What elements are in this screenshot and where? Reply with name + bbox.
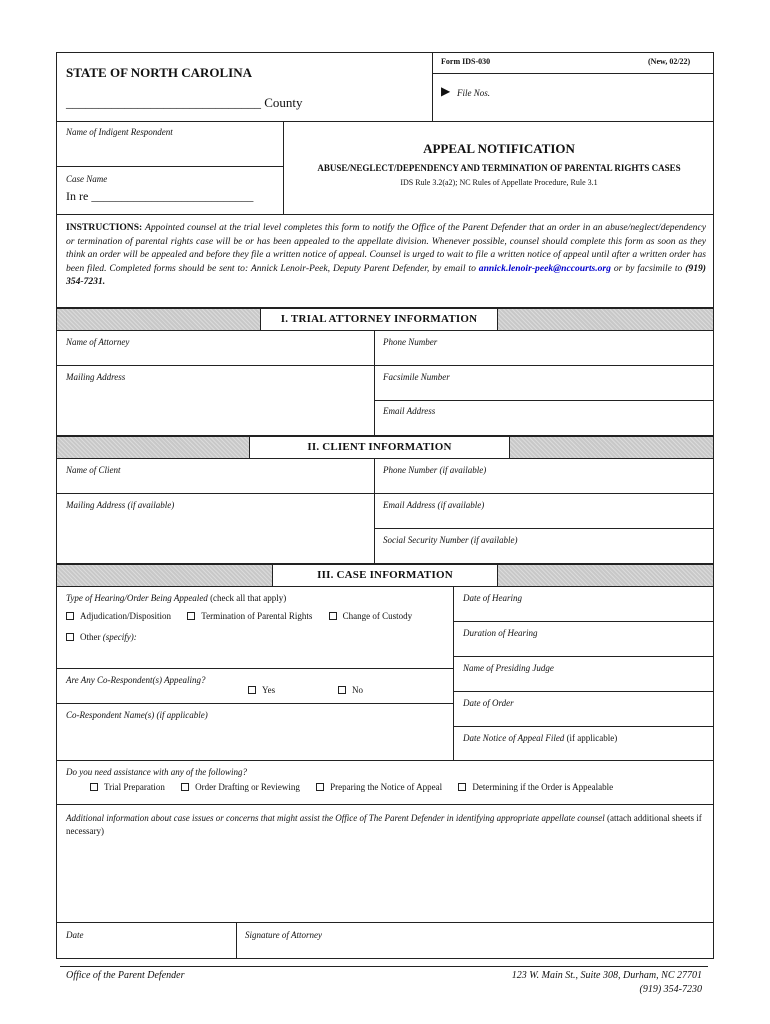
section2-vdiv (374, 458, 375, 564)
section1-hdiv1 (56, 365, 714, 366)
client-phone-label: Phone Number (if available) (383, 465, 487, 475)
section2-hdiv1 (56, 493, 714, 494)
attorney-mailing-label: Mailing Address (66, 372, 126, 382)
section3-title: III. CASE INFORMATION (272, 565, 498, 586)
notice-date-label: Date Notice of Appeal Filed (if applicable) (463, 733, 618, 743)
footer-rule (60, 966, 708, 967)
section3-ldiv2 (56, 703, 453, 704)
additional-info-label: Additional information about case issues or concerns that might assist the Office of The Parent Defender in identifying appropriate appellate counsel (attach additional sheets if necessary) (66, 813, 702, 836)
respondent-divider (56, 166, 283, 167)
fax-number: (919) 354-7231. (66, 262, 706, 288)
option-order-drafting[interactable]: Order Drafting or Reviewing (181, 782, 300, 792)
form-title: APPEAL NOTIFICATION (423, 141, 575, 156)
rule-reference: IDS Rule 3.2(a2); NC Rules of Appellate Procedure, Rule 3.1 (400, 178, 598, 187)
case-name-label: Case Name (66, 174, 108, 184)
form-revision: (New, 02/22) (648, 57, 691, 66)
order-date-label: Date of Order (463, 698, 514, 708)
instructions-heading: INSTRUCTIONS: (66, 222, 143, 233)
option-custody[interactable]: Change of Custody (329, 611, 413, 621)
footer-address: 123 W. Main St., Suite 308, Durham, NC 27701 (511, 970, 702, 981)
hearing-date-label: Date of Hearing (463, 593, 522, 603)
footer-office: Office of the Parent Defender (66, 970, 185, 981)
client-email-label: Email Address (if available) (383, 500, 485, 510)
form-number: Form IDS-030 (441, 57, 491, 66)
section1-hdiv2 (374, 400, 714, 401)
checkbox-icon[interactable] (66, 612, 74, 620)
checkbox-icon[interactable] (248, 686, 256, 694)
option-notice-of-appeal[interactable]: Preparing the Notice of Appeal (316, 782, 442, 792)
section3-rdiv1 (453, 621, 714, 622)
checkbox-icon[interactable] (316, 783, 324, 791)
footer-phone: (919) 354-7230 (639, 984, 702, 995)
section3-rdiv3 (453, 691, 714, 692)
client-mailing-label: Mailing Address (if available) (66, 500, 175, 510)
option-trial-prep[interactable]: Trial Preparation (90, 782, 165, 792)
checkbox-icon[interactable] (458, 783, 466, 791)
date-label: Date (66, 930, 84, 940)
checkbox-icon[interactable] (329, 612, 337, 620)
section2-title: II. CLIENT INFORMATION (249, 437, 510, 458)
section1-vdiv (374, 330, 375, 436)
judge-label: Name of Presiding Judge (463, 663, 554, 673)
section2-hdiv2 (374, 528, 714, 529)
option-no[interactable]: No (338, 685, 363, 695)
fax-text: or by facsimile to (610, 262, 686, 274)
checkbox-icon[interactable] (90, 783, 98, 791)
county-field[interactable]: ______________________________ County (66, 95, 303, 110)
assistance-question: Do you need assistance with any of the following? (66, 767, 247, 777)
state-title: STATE OF NORTH CAROLINA (66, 65, 253, 80)
checkbox-icon[interactable] (338, 686, 346, 694)
co-respondent-question: Are Any Co-Respondent(s) Appealing? (66, 675, 206, 685)
option-appealable[interactable]: Determining if the Order is Appealable (458, 782, 613, 792)
attorney-email-label: Email Address (383, 406, 436, 416)
signature-divider (236, 922, 237, 959)
instructions-text (66, 221, 706, 289)
respondent-label: Name of Indigent Respondent (66, 127, 173, 137)
hearing-duration-label: Duration of Hearing (463, 628, 538, 638)
checkbox-icon[interactable] (181, 783, 189, 791)
signature-label: Signature of Attorney (245, 930, 322, 940)
hearing-type-label: Type of Hearing/Order Being Appealed (check all that apply) (66, 593, 287, 603)
checkbox-icon[interactable] (187, 612, 195, 620)
attorney-phone-label: Phone Number (383, 337, 438, 347)
instructions-body: Appointed counsel at the trial level completes this form to notify the Office of the Parent Defender that an order in an abuse/neglect/dependency or termination of parental rights case will be or has been appealed to the appellate division. Whenever possible, counsel should complete this form as soon as they think an order will be appealed and before they file a written notice of appeal. Counsel is urged to wait to file a written notice of appeal until after a written order has been filed. Completed forms should be sent to: Annick Lenoir-Peek, Deputy Parent Defender, by email to (66, 222, 706, 274)
client-ssn-label: Social Security Number (if available) (383, 535, 518, 545)
option-yes[interactable]: Yes (248, 685, 275, 695)
section3-ldiv1 (56, 668, 453, 669)
in-re-field[interactable]: In re ___________________________ (66, 189, 254, 203)
client-name-label: Name of Client (66, 465, 121, 475)
assistance-options (90, 782, 627, 792)
form-subtitle: ABUSE/NEGLECT/DEPENDENCY AND TERMINATION OF PARENTAL RIGHTS CASES (317, 163, 681, 173)
signature-box (56, 922, 714, 959)
section3-rdiv4 (453, 726, 714, 727)
section1-title: I. TRIAL ATTORNEY INFORMATION (260, 309, 498, 330)
email-link[interactable]: annick.lenoir-peek@nccourts.org (478, 262, 611, 274)
arrow-icon: ▶ (441, 84, 451, 98)
co-respondent-names-label: Co-Respondent Name(s) (if applicable) (66, 710, 208, 720)
checkbox-icon[interactable] (66, 633, 74, 641)
section3-vdiv (453, 586, 454, 761)
section3-rdiv2 (453, 656, 714, 657)
respondent-field[interactable] (60, 139, 280, 163)
file-nos-label: File Nos. (457, 88, 490, 98)
attorney-fax-label: Facsimile Number (383, 372, 450, 382)
option-other[interactable]: Other (specify): (66, 632, 137, 642)
hearing-type-options (66, 611, 426, 621)
attorney-name-label: Name of Attorney (66, 337, 130, 347)
option-adjudication[interactable]: Adjudication/Disposition (66, 611, 171, 621)
option-termination[interactable]: Termination of Parental Rights (187, 611, 312, 621)
